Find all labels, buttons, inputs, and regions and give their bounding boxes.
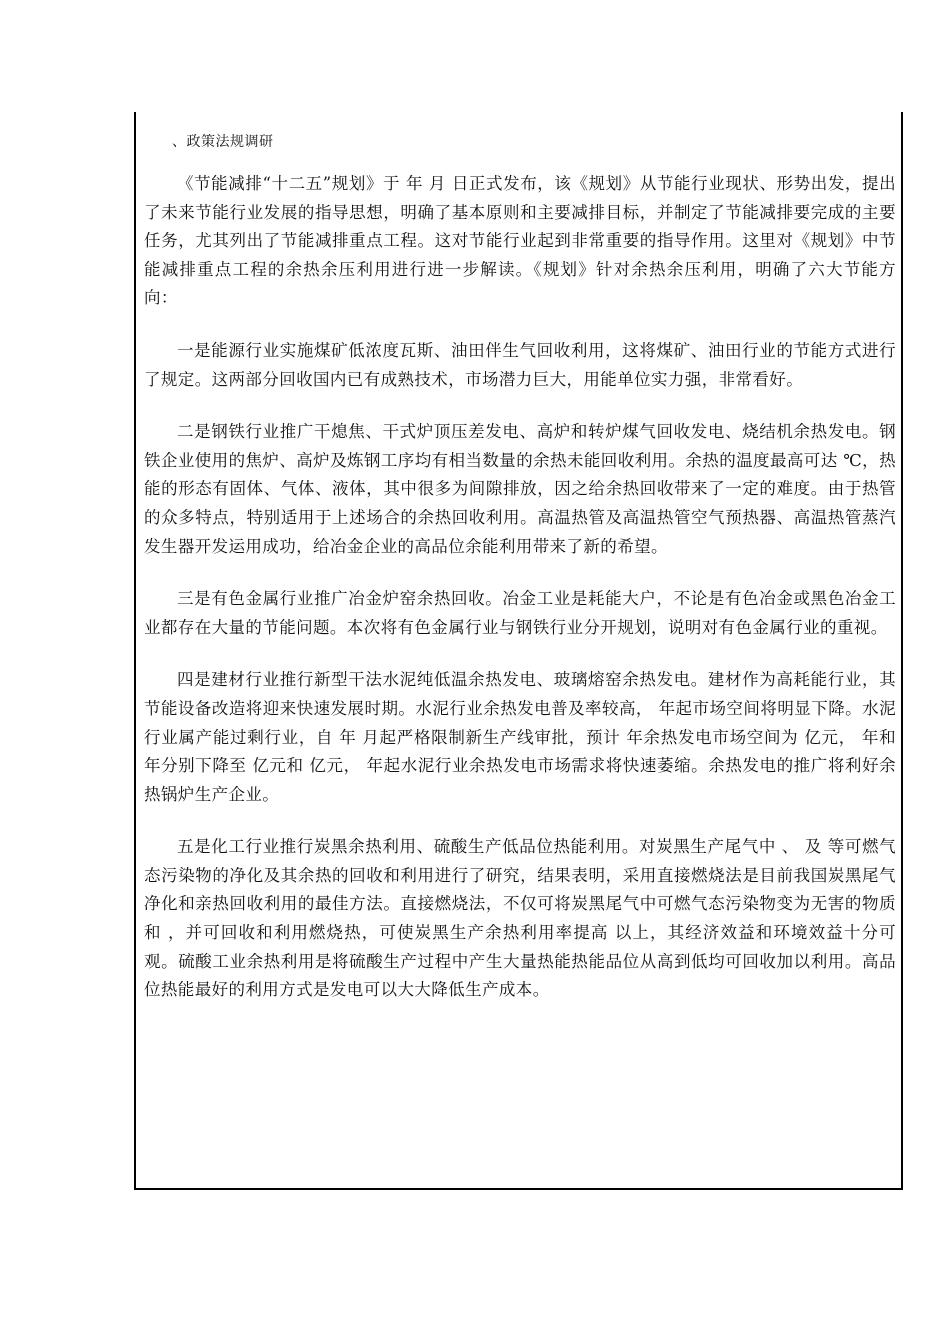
paragraph-energy-industry: 一是能源行业实施煤矿低浓度瓦斯、油田伴生气回收利用，这将煤矿、油田行业的节能方式进行了规定。这两部分回收国内已有成熟技术，市场潜力巨大，用能单位实力强，非常看好。	[144, 340, 896, 389]
paragraph-building-materials: 四是建材行业推行新型干法水泥纯低温余热发电、玻璃熔窑余热发电。建材作为高耗能行业，其节能设备改造将迎来快速发展时期。水泥行业余热发电普及率较高， 年起市场空间将明显下降。水泥行业属产能过剩行业，自 年 月起严格限制新生产线审批，预计 年余热发电市场空间为 亿元， 年和 年分别下降至 亿元和 亿元， 年起水泥行业余热发电市场需求将快速萎缩。余热发电的推广将利好余热锅炉生产企业。	[144, 670, 896, 804]
paragraph-steel-industry: 二是钢铁行业推广干熄焦、干式炉顶压差发电、高炉和转炉煤气回收发电、烧结机余热发电。钢铁企业使用的焦炉、高炉及炼钢工序均有相当数量的余热未能回收利用。余热的温度最高可达 ℃，热能的形态有固体、气体、液体，其中很多为间隙排放，因之给余热回收带来了一定的难度。由于热管的众多特点，特别适用于上述场合的余热回收利用。高温热管及高温热管空气预热器、高温热管蒸汽发生器开发运用成功，给冶金企业的高品位余能利用带来了新的希望。	[144, 422, 896, 556]
section-heading: 、政策法规调研	[172, 134, 274, 150]
document-body	[144, 130, 896, 1029]
paragraph-nonferrous-industry: 三是有色金属行业推广冶金炉窑余热回收。冶金工业是耗能大户，不论是有色冶金或黑色冶金工业都存在大量的节能问题。本次将有色金属行业与钢铁行业分开规划，说明对有色金属行业的重视。	[144, 589, 896, 637]
paragraph-intro: 《节能减排“十二五”规划》于 年 月 日正式发布，该《规划》从节能行业现状、形势出发，提出了未来节能行业发展的指导思想，明确了基本原则和主要减排目标，并制定了节能减排要完成的主要任务，尤其列出了节能减排重点工程。这对节能行业起到非常重要的指导作用。这里对《规划》中节能减排重点工程的余热余压利用进行进一步解读。《规划》针对余热余压利用，明确了六大节能方向：	[144, 174, 896, 308]
paragraph-chemical-industry: 五是化工行业推行炭黑余热利用、硫酸生产低品位热能利用。对炭黑生产尾气中 、 及 等可燃气态污染物的净化及其余热的回收和利用进行了研究，结果表明，采用直接燃烧法是目前我国炭黑尾气净化和亲热回收利用的最佳方法。直接燃烧法，不仅可将炭黑尾气中可燃气态污染物变为无害的物质 和 ，并可回收和利用燃烧热，可使炭黑生产余热利用率提高 以上，其经济效益和环境效益十分可观。硫酸工业余热利用是将硫酸生产过程中产生大量热能热能品位从高到低均可回收加以利用。高品位热能最好的利用方式是发电可以大大降低生产成本。	[144, 837, 896, 1000]
